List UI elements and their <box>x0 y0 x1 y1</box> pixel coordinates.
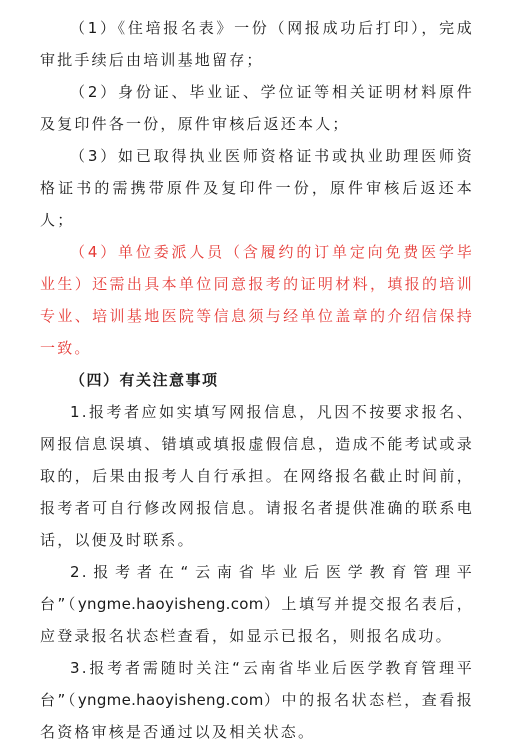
note-2 <box>40 556 474 652</box>
note-1: 1.报考者应如实填写网报信息，凡因不按要求报名、网报信息误填、错填或填报虚假信息，造成不能考试或录取的，后果由报考人自行承担。在网络报名截止时间前，报考者可自行修改网报信息。请报名者提供准确的联系电话，以便及时联系。 <box>40 403 474 549</box>
requirement-item-1: （1）《住培报名表》一份（网报成功后打印），完成审批手续后由培训基地留存； <box>40 19 474 69</box>
requirement-item-2: （2）身份证、毕业证、学位证等相关证明材料原件及复印件各一份，原件审核后返还本人； <box>40 83 474 133</box>
note-3 <box>40 652 474 748</box>
note-3-text-b: ）中的报名状态栏，查看报名资格审核是否通过以及相关状态。 <box>40 691 475 741</box>
note-3-url: yngme.haoyisheng.com <box>77 691 264 709</box>
note-3-text-a: 3.报考者需随时关注“云南省毕业后医学教育管理平台”（ <box>40 659 474 709</box>
requirement-item-4: （4）单位委派人员（含履约的订单定向免费医学毕业生）还需出具本单位同意报考的证明材料，填报的培训专业、培训基地医院等信息须与经单位盖章的介绍信保持一致。 <box>40 243 474 357</box>
note-2-url: yngme.haoyisheng.com <box>77 595 264 613</box>
section-heading: （四）有关注意事项 <box>70 371 219 389</box>
note-2-text-b: ）上填写并提交报名表后，应登录报名状态栏查看，如显示已报名，则报名成功。 <box>40 595 475 645</box>
requirement-item-3: （3）如已取得执业医师资格证书或执业助理医师资格证书的需携带原件及复印件一份，原件审核后返还本人； <box>40 147 474 229</box>
note-2-text-a: 2.报考者在“云南省毕业后医学教育管理平台”（ <box>40 563 474 613</box>
